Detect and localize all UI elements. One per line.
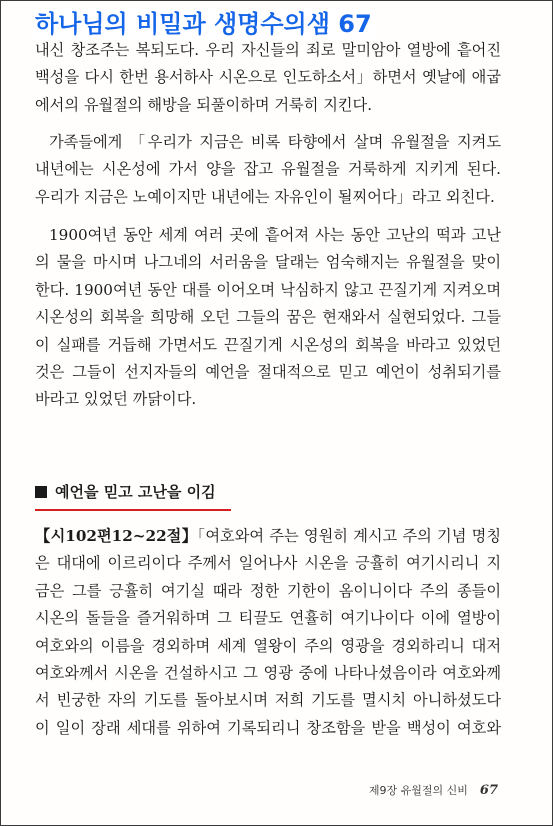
verse-text: 「여호와여 주는 영원히 계시고 주의 기념 명칭: [197, 527, 501, 545]
heading-underline: [35, 509, 231, 511]
text-line: 가족들에게 「우리가 지금은 비록 타향에서 살며 유월절을 지켜도: [49, 133, 501, 151]
text-line: 것은 그들이 선지자들의 예언을 절대적으로 믿고 예언이 성취되기를: [35, 363, 501, 382]
text-line: 이 실패를 거듭해 가면서도 끈질기게 시온성의 회복을 바라고 있었던: [35, 335, 501, 354]
text-line: 여호와의 이름을 경외하며 세계 열왕이 주의 영광을 경외하리니 대저: [35, 636, 501, 655]
paragraph-3: [35, 222, 501, 414]
text-line: 에서의 유월절의 해방을 되풀이하며 거룩히 지킨다.: [35, 95, 373, 114]
section-heading-text: 예언을 믿고 고난을 이김: [55, 483, 216, 501]
text-line: 여호와께서 시온을 건설하시고 그 영광 중에 나타나셨음이라 여호와께: [35, 664, 501, 683]
text-line: 은 대대에 이르리이다 주께서 일어나사 시온을 긍휼히 여기시리니 지: [35, 554, 501, 573]
text-line: 한다. 1900여년 동안 대를 이어오며 낙심하지 않고 끈질기게 지켜오며: [35, 280, 501, 299]
text-line: 의 물을 마시며 나그네의 서러움을 달래는 엄숙해지는 유월절을 맞이: [35, 253, 501, 272]
page-banner-title: 하나님의 비밀과 생명수의샘 67: [31, 9, 376, 39]
text-line: 백성을 다시 한번 용서하사 시온으로 인도하소서」하면서 옛날에 애굽: [35, 68, 501, 87]
verse-reference: 【시102편12~22절】: [35, 527, 198, 545]
page-footer: [369, 782, 498, 798]
text-line: 서 빈궁한 자의 기도를 돌아보시며 저희 기도를 멸시치 아니하셨도다: [35, 691, 501, 710]
paragraph-1: [35, 37, 501, 119]
verse-first-line: [35, 523, 501, 550]
paragraph-2: [35, 129, 501, 211]
text-line: 금은 그를 긍휼히 여기실 때라 정한 기한이 옴이니이다 주의 종들이: [35, 581, 501, 600]
text-line: 우리가 지금은 노예이지만 내년에는 자유인이 될찌어다」라고 외친다.: [35, 187, 495, 206]
text-line: 이 일이 장래 세대를 위하여 기록되리니 창조함을 받을 백성이 여호와: [35, 718, 501, 737]
text-line: 내신 창조주는 복되도다. 우리 자신들의 죄로 말미암아 열방에 흩어진: [35, 41, 501, 59]
text-line: 시온성의 회복을 희망해 오던 그들의 꿈은 현재와서 실현되었다. 그들: [35, 308, 501, 327]
text-line: 1900여년 동안 세계 여러 곳에 흩어져 사는 동안 고난의 떡과 고난: [49, 226, 501, 244]
page-number: 67: [479, 783, 498, 798]
text-line: 내년에는 시온성에 가서 양을 잡고 유월절을 거룩하게 지키게 된다.: [35, 160, 501, 179]
text-line: 시온의 돌들을 즐거워하며 그 티끌도 연휼히 여기나이다 이에 열방이: [35, 609, 501, 628]
section-heading: [35, 481, 216, 502]
text-line: 바라고 있었던 까닭이다.: [35, 390, 197, 409]
square-bullet-icon: [35, 486, 47, 498]
chapter-title: 제9장 유월절의 신비: [368, 784, 468, 797]
verse-quote: [35, 523, 501, 742]
